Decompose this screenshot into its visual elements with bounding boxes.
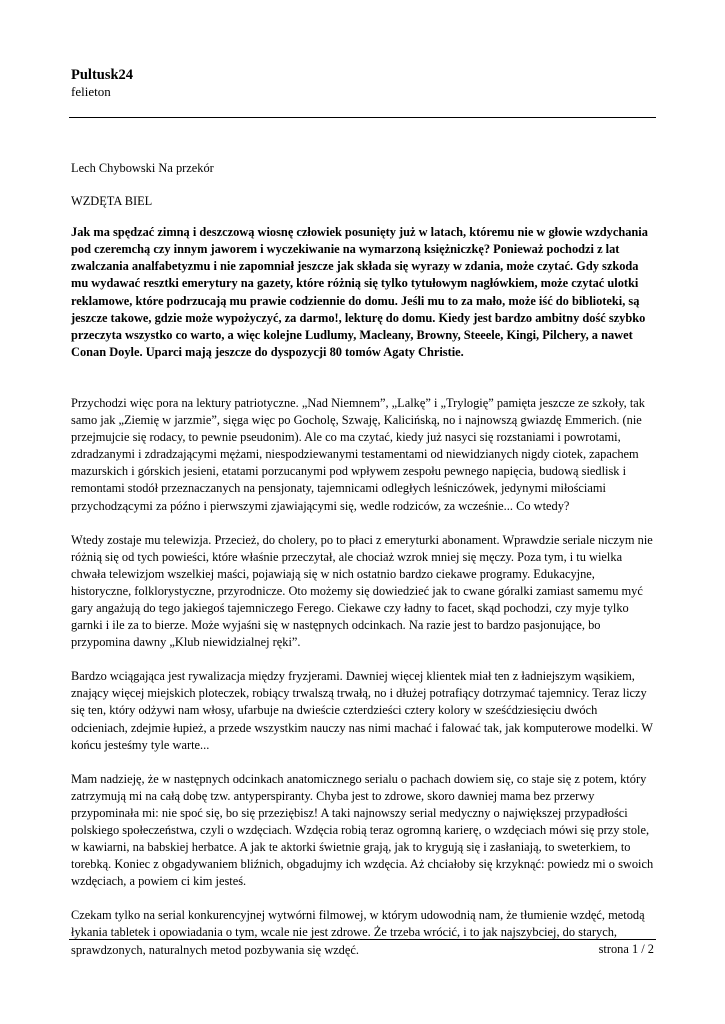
- article-lead: Jak ma spędzać zimną i deszczową wiosnę człowiek posunięty już w latach, któremu nie w głowie wzdychania pod czeremchą czy innym jaworem i wyczekiwanie na wymarzoną księżniczkę? Ponieważ pochodzi z lat zwalczania analfabetyzmu i nie zapomniał jeszcze jak składa się wyrazy w zdania, może czytać. Gdy szkoda mu wydawać resztki emerytury na gazety, które różnią się tylko tytułowym nagłówkiem, może czytać ulotki reklamowe, które podrzucają mu prawie codziennie do domu. Jeśli mu to za mało, może iść do biblioteki, są jeszcze takowe, gdzie może wypożyczyć, za darmo!, lekturę do domu. Kiedy jest bardzo ambitny dość szybko przeczyta wszystko co warto, a więc kolejne Ludlumy, Macleany, Browny, Steeele, Kingi, Pilchery, a nawet Conan Doyle. Uparci mają jeszcze do dyspozycji 80 tomów Agaty Christie.: [71, 225, 648, 359]
- article-paragraph: Wtedy zostaje mu telewizja. Przecież, do cholery, po to płaci z emeryturki abonament. Wprawdzie seriale niczym nie różnią się od tych powieści, które właśnie przeczytał, ale chociaż wzrok mniej się męczy. Poza tym, i tu wielka chwała telewizjom wszelkiej maści, pojawiają się w nich ostatnio bardzo ciekawe programy. Edukacyjne, historyczne, folklorystyczne, przyrodnicze. Oto możemy się dowiedzieć jak to cwane góralki zamiast samemu myć gary angażują do tego jakiegoś tajemniczego Ferego. Ciekawe czy ładny to facet, skąd pochodzi, czy myje tylko garnki i ile za to bierze. Może wyjaśni się w następnych odcinkach. Na razie jest to bardzo pasjonujące, bo przypomina dawny „Klub niewidzialnej ręki”.: [71, 532, 653, 650]
- article-byline: Lech Chybowski Na przekór: [71, 161, 214, 175]
- footer-divider: [69, 939, 656, 940]
- page-number: strona 1 / 2: [598, 942, 654, 956]
- article-paragraph: Przychodzi więc pora na lektury patriotyczne. „Nad Niemnem”, „Lalkę” i „Trylogię” pamięta jeszcze ze szkoły, tak samo jak „Ziemię w jarzmie”, sięga więc po Gocholę, Szwaję, Kalicińską, no i najnowszą gwiazdę Emmerich. (nie przejmujcie się rodacy, to pewnie pseudonim). Ale co ma czytać, kiedy już nasyci się rozstaniami i powrotami, zdradzanymi i zdradzającymi mężami, niespodziewanymi testamentami od niewidzianych nigdy ciotek, zapachem mazurskich i górskich jesieni, etatami porzucanymi pod wpływem zespołu pewnego napięcia, budową siedlisk i remontami stodół przeznaczanych na pensjonaty, tajemnicami odległych leśniczówek, jedynymi miłościami przychodzącymi za późno i pierwszymi zjawiającymi się, wedle rodziców, za wcześnie... Co wtedy?: [71, 395, 645, 513]
- article-paragraph: Mam nadzieję, że w następnych odcinkach anatomicznego serialu o pachach dowiem się, co staje się z potem, który zatrzymują mi na całą dobę tzw. antyperspiranty. Chyba jest to zdrowe, skoro dawniej mama bez przerwy przypominała mi: nie spoć się, bo się przeziębisz! A taki najnowszy serial medyczny o największej przypadłości polskiego społeczeństwa, czyli o wzdęciach. Wzdęcia robią teraz ogromną karierę, o wzdęciach mówi się przy stole, w kawiarni, na babskiej herbatce. A jak te aktorki świetnie grają, jak to krygują się i zasłaniają, to sweterkiem, to torebką. Koniec z obgadywaniem bliźnich, obgadujmy ich wzdęcia. Aż chciałoby się krzyknąć: powiedz mi o swoich wzdęciach, a powiem ci kim jesteś.: [71, 771, 654, 889]
- article-paragraph: Czekam tylko na serial konkurencyjnej wytwórni filmowej, w którym udowodnią nam, że tłumienie wzdęć, metodą łykania tabletek i opowiadania o tym, wcale nie jest zdrowe. Że trzeba wrócić, i to jak najszybciej, do starych, sprawdzonych, naturalnych metod pozbywania się wzdęć.: [71, 908, 645, 957]
- header-divider: [69, 117, 656, 118]
- article-paragraph: Bardzo wciągająca jest rywalizacja między fryzjerami. Dawniej więcej klientek miał ten z ładniejszym wąsikiem, znający więcej miejskich ploteczek, robiący trwalszą trwałą, no i dłużej potrafiący dotrzymać tajemnicy. Teraz liczy się ten, który odżywi nam włosy, ufarbuje na dwieście czterdzieści cztery kolory w sześćdziesięciu dwóch odcieniach, zdejmie łupież, a przede wszystkim nauczy nas nimi machać i falować tak, jak komputerowe modelki. W końcu jesteśmy tyle warte...: [71, 669, 653, 752]
- article-body: [71, 160, 657, 976]
- article-category: felieton: [71, 84, 111, 99]
- site-title: Pultusk24: [71, 67, 134, 83]
- article-headline: WZDĘTA BIEL: [71, 194, 153, 209]
